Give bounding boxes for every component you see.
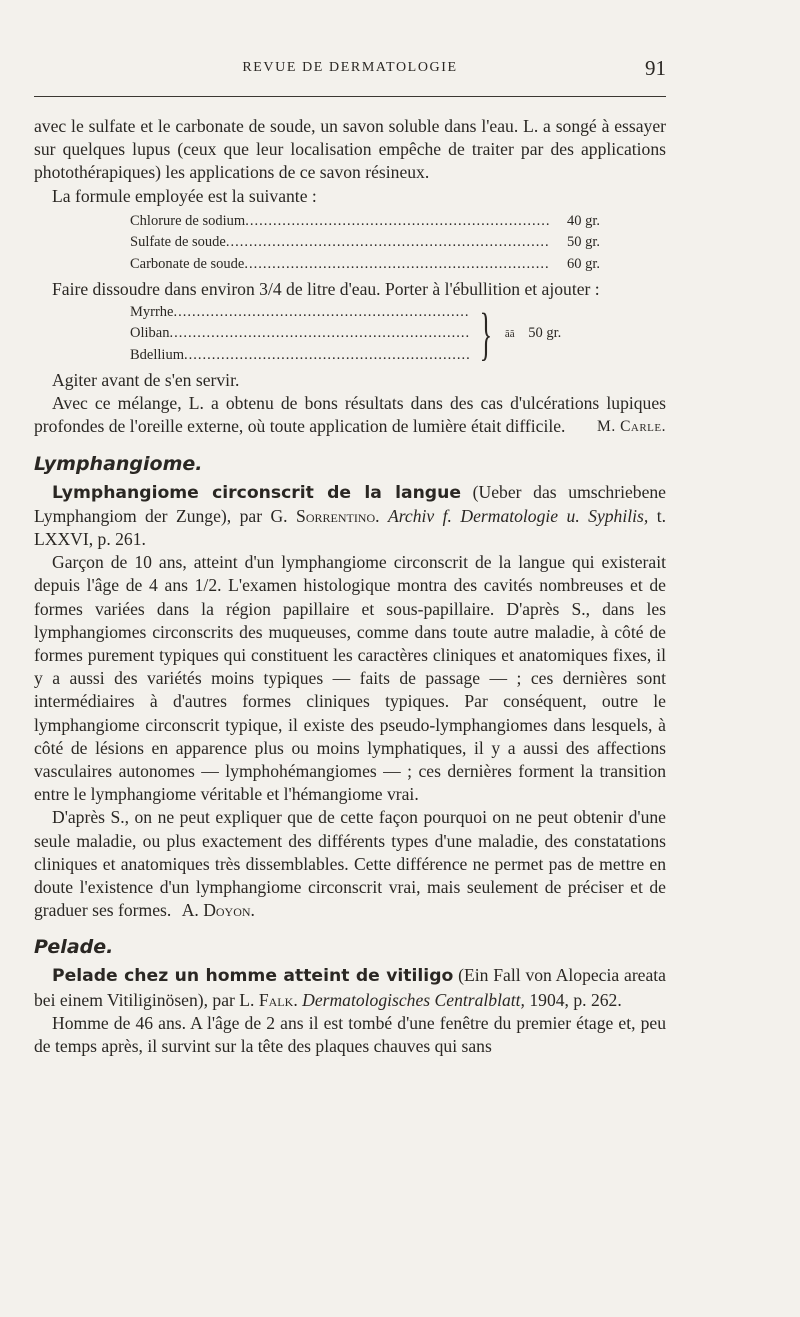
paragraph: [34, 806, 666, 922]
recipe-table: [130, 211, 600, 276]
author-signature: M. Carle.: [597, 418, 666, 436]
recipe-row: [130, 254, 600, 276]
paragraph: avec le sulfate et le carbonate de soude, un savon soluble dans l'eau. L. a songé à essayer sur quelques lupus (ceux que leur localisation empêche de traiter par des applications photothérapiques) les applications de ce savon résineux.: [34, 116, 666, 183]
ingredient-name: Carbonate de soude: [130, 255, 245, 272]
paragraph-text: D'après S., on ne peut expliquer que de cette façon pourquoi on ne peut obtenir d'une seule maladie, ou plus exactement des différents types d'une maladie, des constatations cliniques et anatomiques très dissemblables. Cette différence ne permet pas de mettre en doute l'existence d'un lymphangiome circonscrit vrai, mais seulement de préciser et de graduer ses formes.: [34, 807, 666, 921]
article-title: Pelade chez un homme atteint de vitiligo: [52, 966, 454, 987]
curly-brace: }: [479, 300, 493, 366]
original-title: (Ein Fall von Alopecia areata bei einem Vitiliginösen), par L.: [34, 965, 666, 1010]
shared-quantity: [505, 323, 561, 346]
leader-dots: [169, 323, 470, 345]
paragraph: Homme de 46 ans. A l'âge de 2 ans il est tombé d'une fenêtre du premier étage et, peu de temps après, il survint sur la tête des plaques chauves qui sans: [34, 1012, 666, 1057]
leader-dots: [226, 232, 550, 254]
resin-list: [130, 302, 470, 367]
article-body: [34, 115, 666, 1058]
page-header: [34, 58, 666, 82]
paragraph: Garçon de 10 ans, atteint d'un lymphangiome circonscrit de la langue qui existerait depuis l'âge de 4 ans 1/2. L'examen histologique montra des cavités nombreuses et de formes variées dans la région papillaire et sous-papillaire. D'après S., dans les lymphangiomes circonscrits des muqueuses, comme dans toute autre maladie, à côté de formes purement typiques qui constituent les caractères cliniques et anatomiques fixes, il y a aussi des variétés moins typiques — faits de passage — ; ces dernières sont intermédiaires à d'autres formes cliniques typiques. Par conséquent, outre le lymphangiome circonscrit typique, il existe des pseudo-lymphangiomes dans lesquels, à côté de lésions en apparence plus ou moins lymphatiques, il y a aussi des affections vasculaires autonomes — lymphohémangiomes — ; ces dernières forment la transition entre le lymphangiome véritable et l'hémangiome vrai.: [34, 552, 666, 805]
page-number: 91: [645, 56, 666, 80]
recipe-row: [130, 302, 470, 324]
recipe-row: [130, 211, 600, 233]
journal-name: Dermatologisches Centralblatt,: [302, 989, 525, 1010]
paragraph: Agiter avant de s'en servir.: [52, 370, 240, 391]
ingredient-name: Chlorure de sodium: [130, 212, 246, 229]
author-signature: A. Doyon.: [181, 900, 255, 921]
section-heading: Pelade.: [34, 936, 114, 959]
journal-reference: 1904, p. 262.: [529, 989, 622, 1010]
article-citation: Lymphangiome circonscrit de la langue (Ueber das umschriebene Lymphangiom der Zunge), par G. Sorrentino. Archiv f. Dermatologie u. Syphilis, t. LXXVI, p. 261.: [34, 481, 666, 550]
header-rule: [34, 96, 666, 97]
leader-dots: [245, 211, 550, 233]
journal-reference: t. LXXVI, p. 261.: [34, 505, 666, 550]
recipe-row: [130, 345, 470, 367]
ana-abbreviation: ãã: [504, 327, 515, 340]
paragraph: La formule employée est la suivante :: [52, 185, 317, 206]
ingredient-qty: 40 gr.: [566, 212, 600, 229]
leader-dots: [184, 345, 470, 367]
article-citation: Pelade chez un homme atteint de vitiligo (Ein Fall von Alopecia areata bei einem Vitiliginösen), par L. Falk. Dermatologisches Centralblatt, 1904, p. 262.: [34, 965, 666, 1010]
ingredient-name: Bdellium: [130, 346, 184, 363]
original-title: (Ueber das umschriebene Lymphangiom der Zunge), par G.: [34, 481, 666, 526]
paragraph-text: Avec ce mélange, L. a obtenu de bons résultats dans des cas d'ulcérations lupiques profondes de l'oreille externe, où toute application de lumière était difficile.: [34, 393, 666, 437]
article-title: Lymphangiome circonscrit de la langue: [52, 482, 461, 503]
journal-name: Archiv f. Dermatologie u. Syphilis,: [387, 505, 649, 526]
leader-dots: [174, 302, 471, 324]
ingredient-name: Myrrhe: [130, 303, 174, 320]
recipe-row: [130, 232, 600, 254]
ingredient-qty: 60 gr.: [566, 255, 600, 272]
ingredient-qty: 50 gr.: [566, 234, 600, 251]
paragraph: [34, 392, 666, 438]
running-title: REVUE DE DERMATOLOGIE: [242, 60, 458, 75]
section-heading: Lymphangiome.: [34, 452, 203, 475]
leader-dots: [244, 254, 550, 276]
ingredient-qty: 50 gr.: [528, 324, 562, 341]
article-author: Sorrentino: [296, 505, 376, 526]
ingredient-name: Oliban: [130, 325, 170, 342]
resin-recipe: [130, 302, 666, 367]
paragraph: Faire dissoudre dans environ 3/4 de litre d'eau. Porter à l'ébullition et ajouter :: [52, 279, 600, 300]
ingredient-name: Sulfate de soude: [130, 234, 226, 251]
recipe-row: [130, 323, 470, 345]
article-author: Falk: [258, 989, 294, 1010]
